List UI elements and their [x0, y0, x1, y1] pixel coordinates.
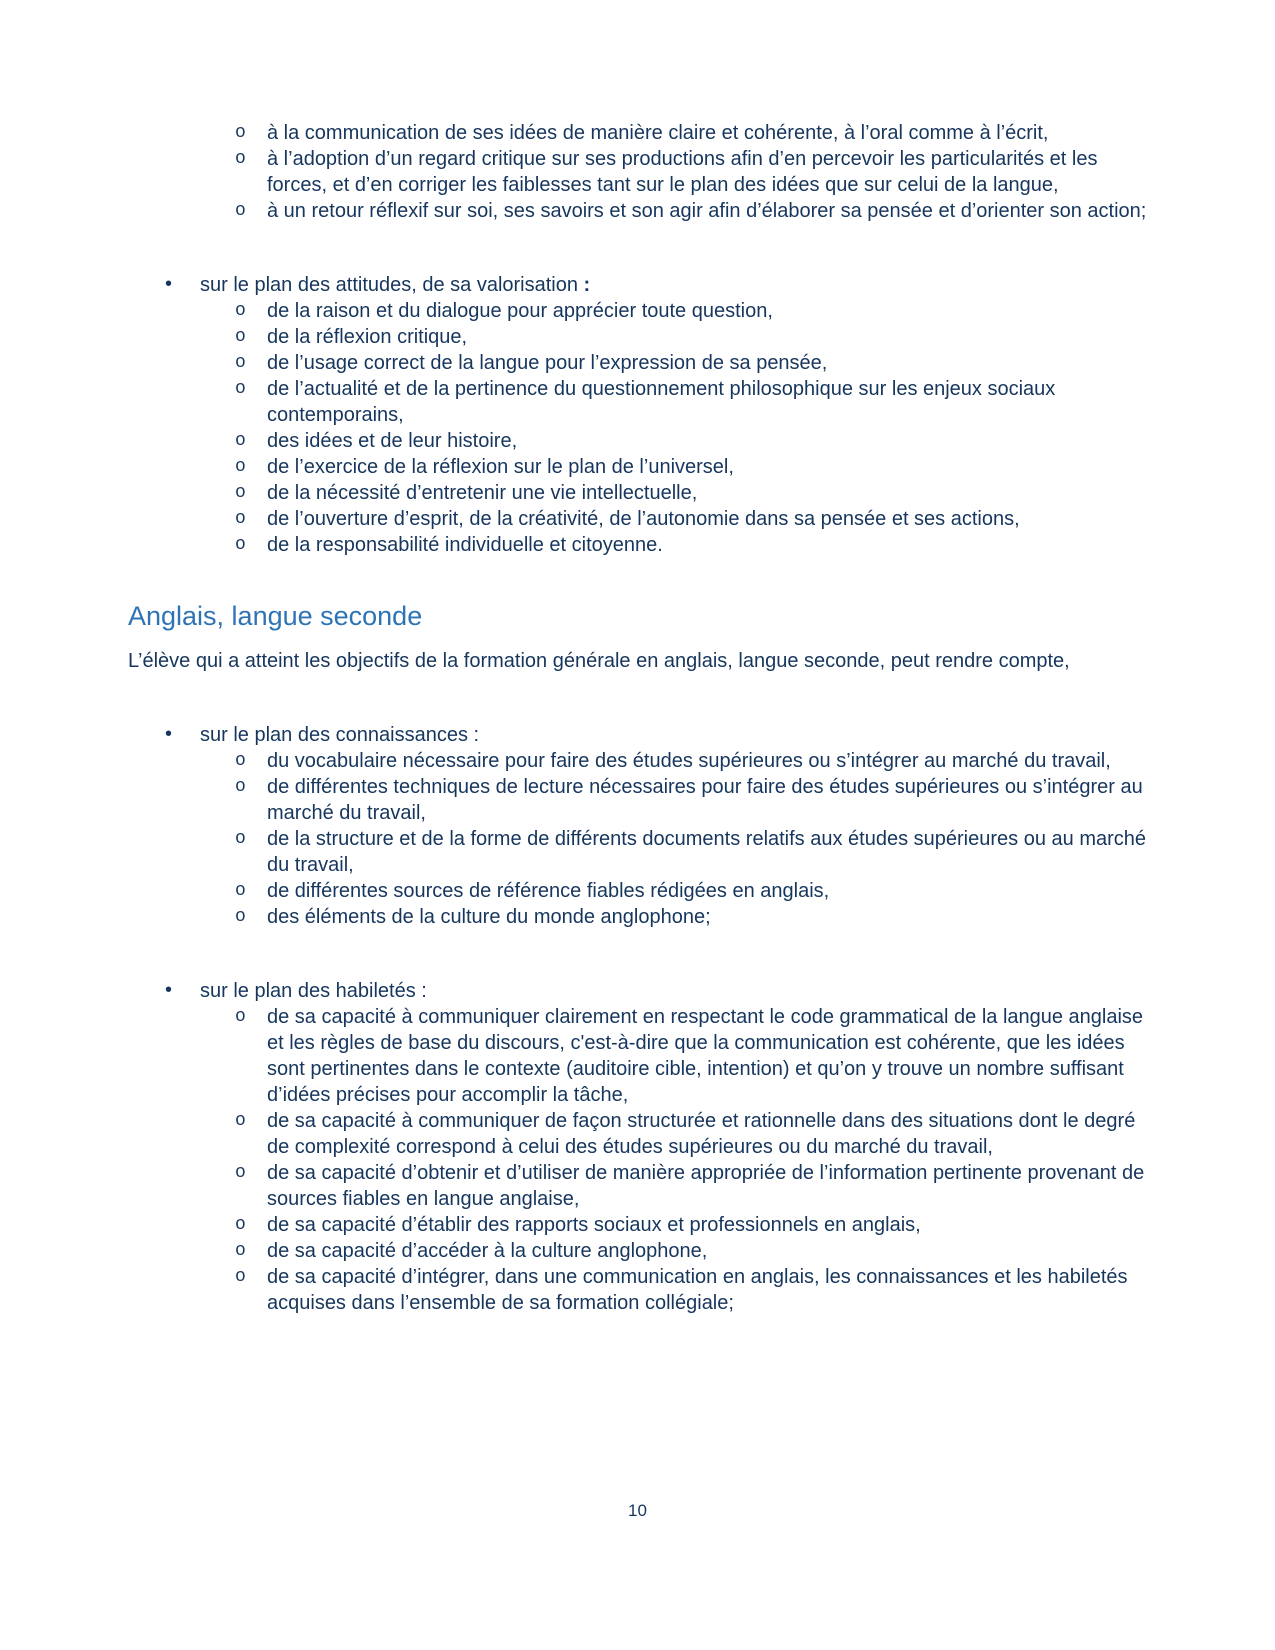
page-number: 10: [628, 1501, 647, 1520]
list-item: [128, 480, 1147, 506]
list-item-text: de sa capacité à communiquer clairement en respectant le code grammatical de la langue anglaise et les règles de base du discours, c'est-à-dire que la communication est cohérente, que les idées sont pertinentes dans le contexte (auditoire cible, intention) et qu’on y trouve un nombre suffisant d’idées précises pour accomplir la tâche,: [267, 1006, 1144, 1106]
connaissances-block: [128, 722, 1147, 930]
list-item-text: à la communication de ses idées de manière claire et cohérente, à l’oral comme à l’écrit,: [267, 122, 1049, 144]
list-item: [128, 1004, 1147, 1108]
list-item: [128, 428, 1147, 454]
list-item: [128, 120, 1147, 146]
circle-bullet-icon: o: [235, 301, 246, 321]
list-item: [128, 1238, 1147, 1264]
list-item-text: de la raison et du dialogue pour apprécier toute question,: [267, 300, 773, 322]
bullet-label: sur le plan des connaissances :: [200, 724, 480, 746]
circle-bullet-icon: o: [235, 457, 246, 477]
circle-bullet-icon: o: [235, 353, 246, 373]
list-item-text: à l’adoption d’un regard critique sur ses productions afin d’en percevoir les particularités et les forces, et d’en corriger les faiblesses tant sur le plan des idées que sur celui de la langue,: [267, 148, 1098, 196]
circle-bullet-icon: o: [235, 149, 246, 169]
list-item: [128, 1264, 1147, 1316]
circle-bullet-icon: o: [235, 1007, 246, 1027]
bullet-icon: •: [165, 273, 173, 295]
habiletes-block: [128, 978, 1147, 1316]
list-item: [128, 506, 1147, 532]
list-item-text: de la nécessité d’entretenir une vie intellectuelle,: [267, 482, 698, 504]
section-heading-anglais: Anglais, langue seconde: [128, 601, 423, 631]
list-item-text: à un retour réflexif sur soi, ses savoirs et son agir afin d’élaborer sa pensée et d’orienter son action;: [267, 200, 1147, 222]
bullet-label: sur le plan des habiletés :: [200, 980, 427, 1002]
list-item: [128, 1108, 1147, 1160]
circle-bullet-icon: o: [235, 829, 246, 849]
attitudes-block: [128, 272, 1147, 558]
circle-bullet-icon: o: [235, 907, 246, 927]
circle-bullet-icon: o: [235, 751, 246, 771]
list-item-text: de la structure et de la forme de différents documents relatifs aux études supérieures ou au marché du travail,: [267, 828, 1147, 876]
sublist-habiletes: [128, 1004, 1147, 1316]
list-item-text: de l’actualité et de la pertinence du questionnement philosophique sur les enjeux sociaux contemporains,: [267, 378, 1056, 426]
list-item-text: des idées et de leur histoire,: [267, 430, 518, 452]
bullet-icon: •: [165, 979, 173, 1001]
list-item: [128, 904, 1147, 930]
list-item: [128, 198, 1147, 224]
list-item: [128, 878, 1147, 904]
circle-bullet-icon: o: [235, 1267, 246, 1287]
list-item: [128, 376, 1147, 428]
circle-bullet-icon: o: [235, 379, 246, 399]
list-item-text: de sa capacité à communiquer de façon structurée et rationnelle dans des situations dont le degré de complexité correspond à celui des études supérieures ou du marché du travail,: [267, 1110, 1136, 1158]
intro-paragraph: L’élève qui a atteint les objectifs de la formation générale en anglais, langue seconde, peut rendre compte,: [128, 650, 1070, 672]
circle-bullet-icon: o: [235, 881, 246, 901]
list-item-text: du vocabulaire nécessaire pour faire des études supérieures ou s’intégrer au marché du travail,: [267, 750, 1111, 772]
list-item-text: de l’ouverture d’esprit, de la créativité, de l’autonomie dans sa pensée et ses actions,: [267, 508, 1020, 530]
circle-bullet-icon: o: [235, 509, 246, 529]
list-item-text: de sa capacité d’obtenir et d’utiliser de manière appropriée de l’information pertinente provenant de sources fiables en langue anglaise,: [267, 1162, 1145, 1210]
list-item: [128, 1160, 1147, 1212]
list-item: [128, 146, 1147, 198]
list-item: [128, 774, 1147, 826]
circle-bullet-icon: o: [235, 1163, 246, 1183]
circle-bullet-icon: o: [235, 777, 246, 797]
sublist-attitudes: [128, 298, 1147, 558]
list-item: [128, 324, 1147, 350]
circle-bullet-icon: o: [235, 1241, 246, 1261]
bullet-item-habiletes: [128, 978, 1147, 1004]
list-item: [128, 1212, 1147, 1238]
list-item-text: de sa capacité d’accéder à la culture anglophone,: [267, 1240, 708, 1262]
circle-bullet-icon: o: [235, 483, 246, 503]
list-item: [128, 748, 1147, 774]
circle-bullet-icon: o: [235, 535, 246, 555]
list-item: [128, 454, 1147, 480]
list-item-text: de la responsabilité individuelle et citoyenne.: [267, 534, 663, 556]
sublist-communication: [128, 120, 1147, 224]
circle-bullet-icon: o: [235, 201, 246, 221]
list-item: [128, 350, 1147, 376]
sublist-connaissances: [128, 748, 1147, 930]
bullet-icon: •: [165, 723, 173, 745]
circle-bullet-icon: o: [235, 431, 246, 451]
list-item-text: de l’exercice de la réflexion sur le plan de l’universel,: [267, 456, 734, 478]
bullet-label: [200, 274, 590, 296]
list-item-text: des éléments de la culture du monde anglophone;: [267, 906, 711, 928]
list-item: [128, 826, 1147, 878]
circle-bullet-icon: o: [235, 327, 246, 347]
circle-bullet-icon: o: [235, 123, 246, 143]
list-item: [128, 532, 1147, 558]
list-item-text: de l’usage correct de la langue pour l’expression de sa pensée,: [267, 352, 828, 374]
list-item-text: de la réflexion critique,: [267, 326, 468, 348]
list-item-text: de sa capacité d’établir des rapports sociaux et professionnels en anglais,: [267, 1214, 921, 1236]
bullet-item-connaissances: [128, 722, 1147, 748]
bullet-label-text: sur le plan des attitudes, de sa valorisation: [200, 274, 578, 296]
circle-bullet-icon: o: [235, 1111, 246, 1131]
circle-bullet-icon: o: [235, 1215, 246, 1235]
list-item: [128, 298, 1147, 324]
list-item-text: de différentes sources de référence fiables rédigées en anglais,: [267, 880, 830, 902]
bold-colon: :: [578, 274, 591, 296]
list-item-text: de différentes techniques de lecture nécessaires pour faire des études supérieures ou s’intégrer au marché du travail,: [267, 776, 1143, 824]
list-item-text: de sa capacité d’intégrer, dans une communication en anglais, les connaissances et les habiletés acquises dans l’ensemble de sa formation collégiale;: [267, 1266, 1128, 1314]
bullet-item-attitudes: [128, 272, 1147, 298]
